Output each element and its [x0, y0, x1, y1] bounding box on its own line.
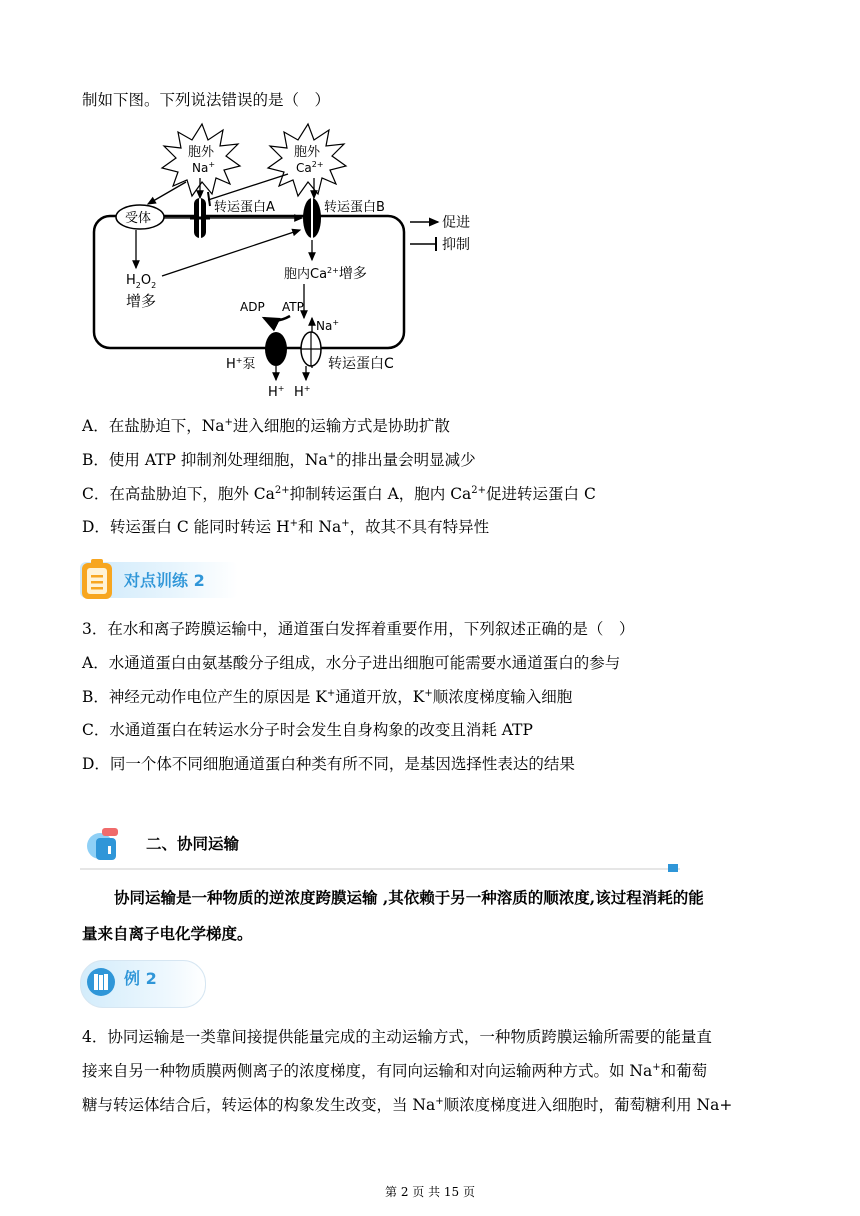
page-footer: 第 2 页 共 15 页	[385, 1185, 475, 1199]
definition-line-2: 量来自离子电化学梯度。	[82, 924, 253, 943]
q3-option-d: D．同一个体不同细胞通道蛋白种类有所不同，是基因选择性表达的结果	[82, 755, 575, 773]
legend-inhibit: 抑制	[442, 237, 470, 253]
q3-stem: 3．在水和离子跨膜运输中，通道蛋白发挥着重要作用，下列叙述正确的是（ ）	[82, 620, 635, 638]
h2o2-increase-label: 增多	[126, 292, 157, 310]
adp-label: ADP	[240, 300, 265, 314]
protein-a-label: 转运蛋白A	[214, 200, 275, 215]
atp-label: ATP	[282, 300, 304, 314]
q3-option-a: A．水通道蛋白由氨基酸分子组成，水分子进出细胞可能需要水通道蛋白的参与	[82, 654, 621, 672]
q4-line-2: 接来自另一种物质膜两侧离子的浓度梯度，有同向运输和对向运输两种方式。如 Na+和葡萄	[82, 1061, 708, 1080]
h-out-label-2: H+	[294, 384, 311, 400]
q3-option-c: C．水通道蛋白在转运水分子时会发生自身构象的改变且消耗 ATP	[82, 721, 533, 739]
na-out-starburst	[162, 124, 240, 196]
h-pump	[265, 332, 287, 366]
ca-out-starburst	[268, 124, 346, 196]
membrane-transport-diagram	[80, 118, 480, 403]
h-out-label-1: H+	[268, 384, 285, 400]
receptor-label: 受体	[125, 211, 152, 226]
ca-out-label-2: $Ca^{2+}$	[296, 160, 324, 175]
q2-option-a: A．在盐胁迫下，Na+进入细胞的运输方式是协助扩散	[82, 416, 450, 435]
na-out-label-1: 胞外	[188, 145, 215, 160]
legend-promote: 促进	[442, 215, 470, 231]
section-icon	[84, 822, 130, 864]
intro-line: 制如下图。下列说法错误的是（ ）	[82, 91, 331, 109]
h2o2-label: $H_2O_2$	[126, 273, 157, 290]
q2-option-c: C．在高盐胁迫下，胞外 $Ca^{2+}$抑制转运蛋白 A，胞内 $Ca^{2+}$促进转运蛋白 C	[82, 484, 596, 503]
q2-option-d: D．转运蛋白 C 能同时转运 H+和 Na+，故其不具有特异性	[82, 517, 490, 536]
protein-c-label: 转运蛋白C	[328, 356, 394, 372]
ca-in-label: 胞内$Ca^{2+}$增多	[284, 266, 367, 282]
training-badge-label: 对点训练 2	[124, 571, 205, 590]
section2-title: 二、协同运输	[146, 835, 240, 853]
section-divider-accent	[668, 864, 678, 872]
definition-line-1: 协同运输是一种物质的逆浓度跨膜运输 ,其依赖于另一种溶质的顺浓度,该过程消耗的能	[114, 888, 704, 907]
q4-line-3: 糖与转运体结合后，转运体的构象发生改变，当 Na+顺浓度梯度进入细胞时，葡萄糖利用 Na+	[82, 1095, 733, 1114]
ca-out-label-1: 胞外	[294, 145, 321, 160]
clipboard-icon	[80, 557, 116, 601]
q4-line-1: 4．协同运输是一类靠间接提供能量完成的主动运输方式，一种物质跨膜运输所需要的能量直	[82, 1028, 712, 1046]
books-icon	[86, 966, 116, 998]
section-divider	[80, 868, 680, 870]
h-pump-label: H+泵	[226, 356, 256, 372]
q2-option-b: B．使用 ATP 抑制剂处理细胞，Na+的排出量会明显减少	[82, 450, 476, 469]
na-c-label: Na+	[316, 318, 340, 333]
q3-option-b: B．神经元动作电位产生的原因是 K+通道开放，K+顺浓度梯度输入细胞	[82, 687, 573, 706]
protein-b-label: 转运蛋白B	[324, 200, 385, 215]
example-badge-label: 例 2	[124, 969, 157, 988]
na-out-label-2: Na+	[192, 160, 216, 175]
